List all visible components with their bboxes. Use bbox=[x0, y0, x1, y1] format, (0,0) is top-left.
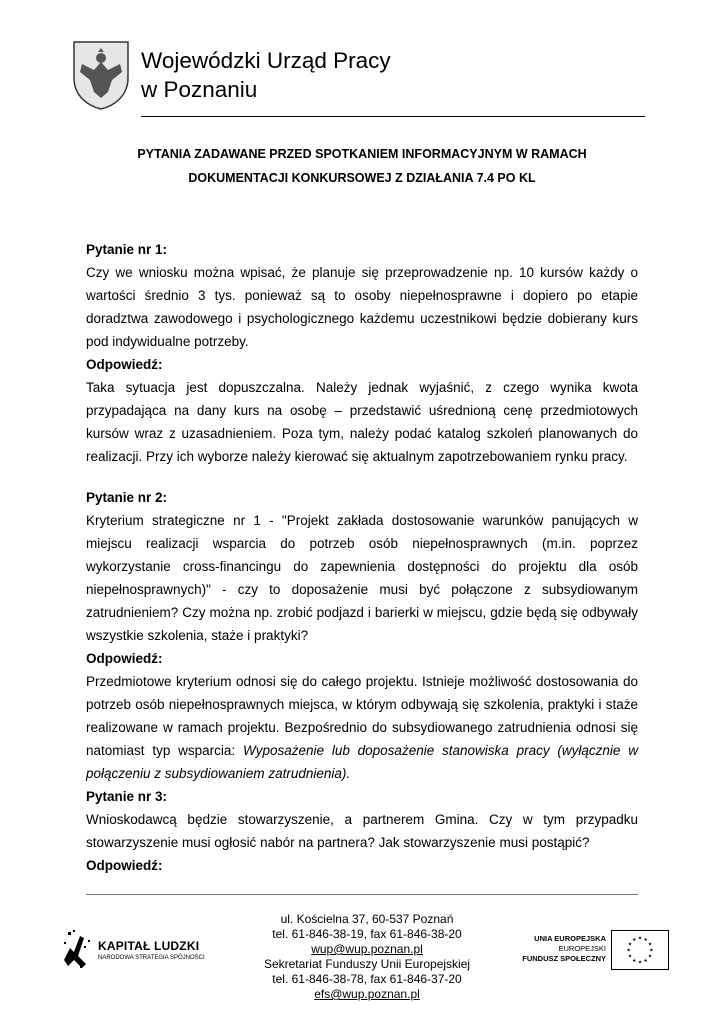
answer-label: Odpowiedź: bbox=[86, 651, 163, 666]
organization-name-line2: w Poznaniu bbox=[141, 77, 258, 102]
answer-label: Odpowiedź: bbox=[86, 858, 163, 873]
footer-email-link[interactable]: wup@wup.poznan.pl bbox=[311, 942, 423, 956]
eu-line2: EUROPEJSKI bbox=[558, 944, 606, 953]
footer-address: ul. Kościelna 37, 60-537 Poznań bbox=[280, 912, 454, 926]
answer-text-italic: Wyposażenie lub doposażenie stanowiska pracy (wyłącznie w połączeniu z subsydiowaniem zatrudnienia). bbox=[86, 743, 638, 781]
eu-fund-label bbox=[514, 934, 606, 964]
document-title-line2: DOKUMENTACJI KONKURSOWEJ Z DZIAŁANIA 7.4 PO KL bbox=[188, 171, 536, 185]
svg-text:★: ★ bbox=[626, 948, 631, 954]
svg-text:★: ★ bbox=[632, 937, 637, 943]
kapital-ludzki-title: KAPITAŁ LUDZKI bbox=[98, 939, 200, 953]
organization-name-line1: Wojewódzki Urząd Pracy bbox=[141, 48, 391, 73]
svg-text:★: ★ bbox=[647, 942, 653, 948]
eagle-crest-logo bbox=[72, 40, 130, 110]
answer-text-regular: Przedmiotowe kryterium odnosi się do całego projektu. Istnieje możliwość dostosowania do potrzeb osób niepełnosprawnych miejsca, w którym odbywają się szkolenia, praktyki i staże realizowane w ramach projektu. Bezpośrednio do subsydiowanego zatrudnienia odnosi się natomiast typ wsparcia: bbox=[86, 674, 638, 758]
answer-text bbox=[86, 670, 638, 785]
answer-label: Odpowiedź: bbox=[86, 357, 163, 372]
svg-text:★: ★ bbox=[637, 960, 643, 966]
answer-text: Taka sytuacja jest dopuszczalna. Należy jednak wyjaśnić, z czego wynika kwota przypadająca na dany kurs na osobę – przedstawić uśrednioną cenę przedmiotowych kursów wraz z uzasadnieniem. Poza tym, należy podać katalog szkoleń planowanych do realizacji. Przy ich wyborze należy kierować się aktualnym zapotrzebowaniem rynku pracy. bbox=[86, 380, 638, 464]
svg-text:★: ★ bbox=[643, 937, 648, 943]
svg-text:★: ★ bbox=[627, 954, 633, 960]
svg-text:★: ★ bbox=[643, 958, 648, 964]
footer-secretariat: Sekretariat Funduszy Unii Europejskiej bbox=[263, 957, 471, 971]
svg-text:★: ★ bbox=[647, 954, 653, 960]
eu-flag-icon bbox=[611, 930, 669, 970]
question-label: Pytanie nr 2: bbox=[86, 490, 168, 505]
footer-phone: tel. 61-846-38-78, fax 61-846-37-20 bbox=[272, 972, 462, 986]
question-label: Pytanie nr 1: bbox=[86, 242, 168, 257]
section-spacer bbox=[86, 468, 638, 486]
footer-email-link[interactable]: efs@wup.poznan.pl bbox=[314, 987, 420, 1001]
kapital-ludzki-subtitle: NARODOWA STRATEGIA SPÓJNOŚCI bbox=[98, 955, 205, 961]
question-text: Kryterium strategiczne nr 1 - "Projekt zakłada dostosowanie warunków panujących w miejscu realizacji wsparcia do potrzeb osób niepełnosprawnych (m.in. poprzez wykorzystanie cross-financingu do zapewnienia dostępności do projektu dla osób niepełnosprawnych)" - czy to doposażenie musi być połączone z subsydiowanym zatrudnieniem? Czy można np. zrobić podjazd i barierki w miejscu, gdzie będą się odbywały wszystkie szkolenia, staże i praktyki? bbox=[86, 513, 638, 643]
question-text: Czy we wniosku można wpisać, że planuje się przeprowadzenie np. 10 kursów każdy o wartości średnio 3 tys. ponieważ są to osoby niepełnosprawne i dopiero po etapie doradztwa zawodowego i psychologicznego każdemu uczestnikowi będzie dobierany kurs pod indywidualne potrzeby. bbox=[86, 265, 638, 349]
eu-line1: UNIA EUROPEJSKA bbox=[534, 934, 606, 943]
question-text: Wnioskodawcą będzie stowarzyszenie, a partnerem Gmina. Czy w tym przypadku stowarzyszenie musi ogłosić nabór na partnera? Jak stowarzyszenie musi postąpić? bbox=[86, 812, 638, 850]
header-divider bbox=[141, 116, 645, 117]
document-body bbox=[86, 238, 638, 877]
footer-contact bbox=[235, 912, 499, 1002]
svg-text:★: ★ bbox=[637, 936, 643, 942]
svg-text:★: ★ bbox=[649, 948, 654, 954]
document-title-line1: PYTANIA ZADAWANE PRZED SPOTKANIEM INFORMACYJNYM W RAMACH bbox=[137, 147, 587, 161]
question-label: Pytanie nr 3: bbox=[86, 789, 168, 804]
svg-text:★: ★ bbox=[627, 942, 633, 948]
footer-phone: tel. 61-846-38-19, fax 61-846-38-20 bbox=[272, 927, 462, 941]
footer-divider bbox=[86, 894, 638, 895]
svg-text:★: ★ bbox=[632, 958, 637, 964]
eu-line3: FUNDUSZ SPOŁECZNY bbox=[522, 954, 606, 963]
